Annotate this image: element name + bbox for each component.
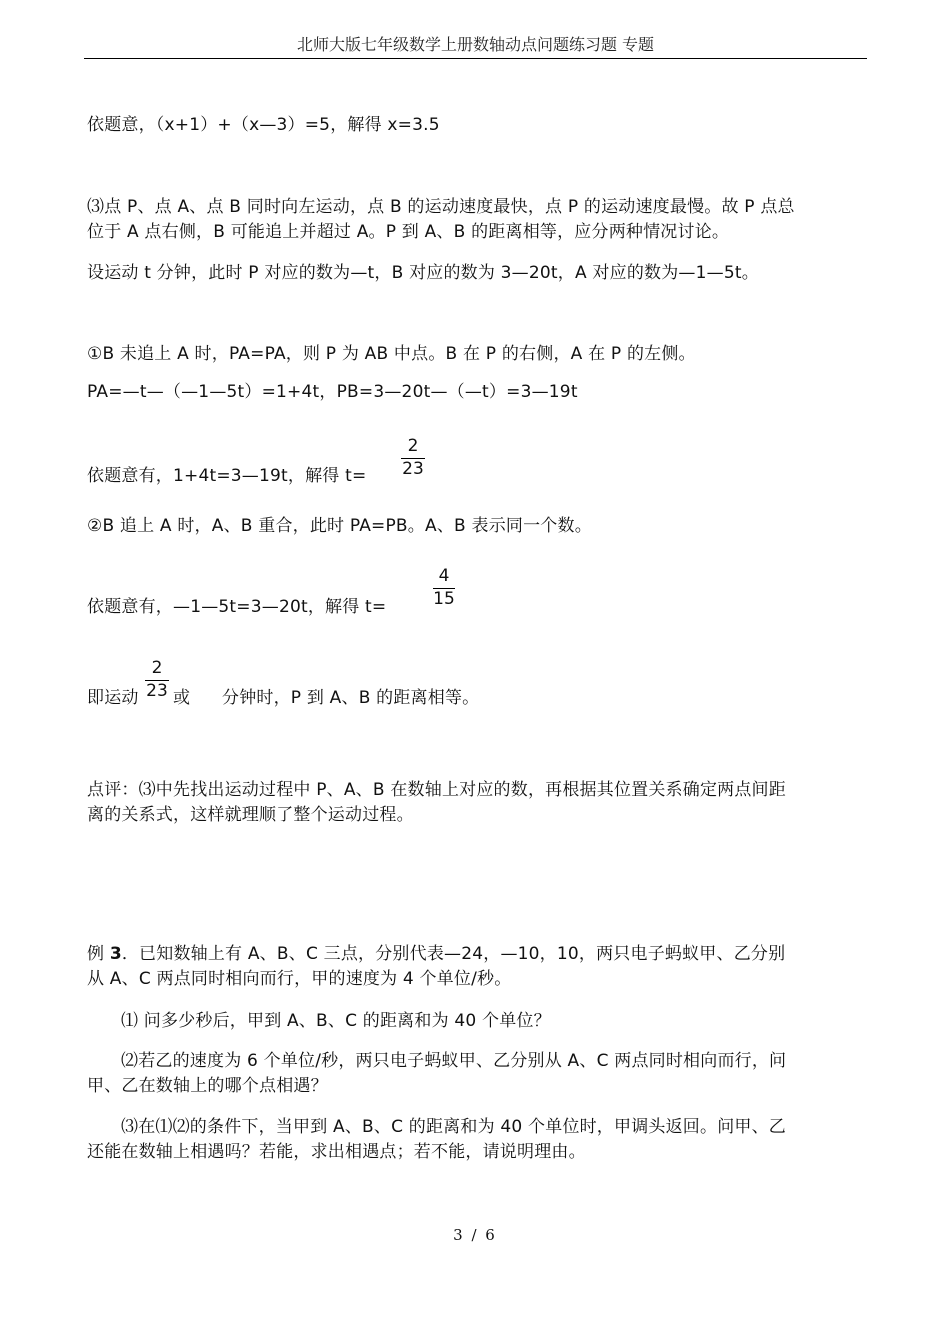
fraction-2-23-a bbox=[401, 436, 425, 479]
comment-line-2: 离的关系式，这样就理顺了整个运动过程。 bbox=[87, 805, 414, 825]
fraction-denominator: 23 bbox=[402, 459, 424, 479]
case1-equation: 依题意有，1+4t=3—19t，解得 t= bbox=[87, 466, 367, 486]
fraction-4-15 bbox=[433, 566, 455, 609]
part3-intro-line-2: 位于 A 点右侧，B 可能追上并超过 A。P 到 A、B 的距离相等，应分两种情况讨论。 bbox=[87, 222, 730, 242]
conclusion-prefix: 即运动 bbox=[87, 688, 139, 708]
page-header-title: 北师大版七年级数学上册数轴动点问题练习题 专题 bbox=[296, 35, 655, 54]
question-3-line-1: ⑶在⑴⑵的条件下，当甲到 A、B、C 的距离和为 40 个单位时，甲调头返回。问甲、乙 bbox=[121, 1117, 787, 1137]
conclusion-or: 或 bbox=[173, 688, 191, 708]
fraction-denominator: 15 bbox=[433, 589, 455, 609]
example3-line-2: 从 A、C 两点同时相向而行，甲的速度为 4 个单位/秒。 bbox=[87, 969, 512, 989]
fraction-2-23-b bbox=[145, 658, 169, 701]
example3-text: ．已知数轴上有 A、B、C 三点，分别代表—24，—10，10，两只电子蚂蚁甲、乙分别 bbox=[121, 944, 786, 964]
case2-line: ②B 追上 A 时，A、B 重合，此时 PA=PB。A、B 表示同一个数。 bbox=[87, 516, 592, 536]
fraction-numerator: 2 bbox=[407, 436, 419, 456]
case2-equation: 依题意有，—1—5t=3—20t，解得 t= bbox=[87, 597, 387, 617]
part3-setup-line: 设运动 t 分钟，此时 P 对应的数为—t，B 对应的数为 3—20t，A 对应的数为—1—5t。 bbox=[87, 263, 759, 283]
question-3-line-2: 还能在数轴上相遇吗？若能，求出相遇点；若不能，请说明理由。 bbox=[87, 1142, 586, 1162]
question-2-line-2: 甲、乙在数轴上的哪个点相遇？ bbox=[87, 1076, 328, 1096]
example-label: 例 bbox=[87, 944, 110, 964]
conclusion-suffix: 分钟时，P 到 A、B 的距离相等。 bbox=[222, 688, 480, 708]
example-number: 3 bbox=[109, 944, 122, 964]
case1-distances: PA=—t—（—1—5t）=1+4t，PB=3—20t—（—t）=3—19t bbox=[87, 382, 578, 402]
example3-line-1 bbox=[87, 943, 785, 965]
question-1: ⑴ 问多少秒后，甲到 A、B、C 的距离和为 40 个单位？ bbox=[121, 1011, 551, 1031]
fraction-denominator: 23 bbox=[146, 681, 168, 701]
header-divider bbox=[84, 58, 867, 59]
page-number: 3 / 6 bbox=[453, 1226, 497, 1244]
fraction-numerator: 2 bbox=[151, 658, 163, 678]
comment-line-1: 点评：⑶中先找出运动过程中 P、A、B 在数轴上对应的数，再根据其位置关系确定两点间距 bbox=[87, 780, 786, 800]
fraction-numerator: 4 bbox=[438, 566, 450, 586]
question-2-line-1: ⑵若乙的速度为 6 个单位/秒，两只电子蚂蚁甲、乙分别从 A、C 两点同时相向而行，问 bbox=[121, 1051, 787, 1071]
part3-intro-line-1: ⑶点 P、点 A、点 B 同时向左运动，点 B 的运动速度最快，点 P 的运动速度最慢。故 P 点总 bbox=[87, 197, 795, 217]
solution-line-1: 依题意，（x+1）+（x—3）=5，解得 x=3.5 bbox=[87, 115, 440, 135]
case1-line: ①B 未追上 A 时，PA=PA，则 P 为 AB 中点。B 在 P 的右侧，A 在 P 的左侧。 bbox=[87, 344, 696, 364]
